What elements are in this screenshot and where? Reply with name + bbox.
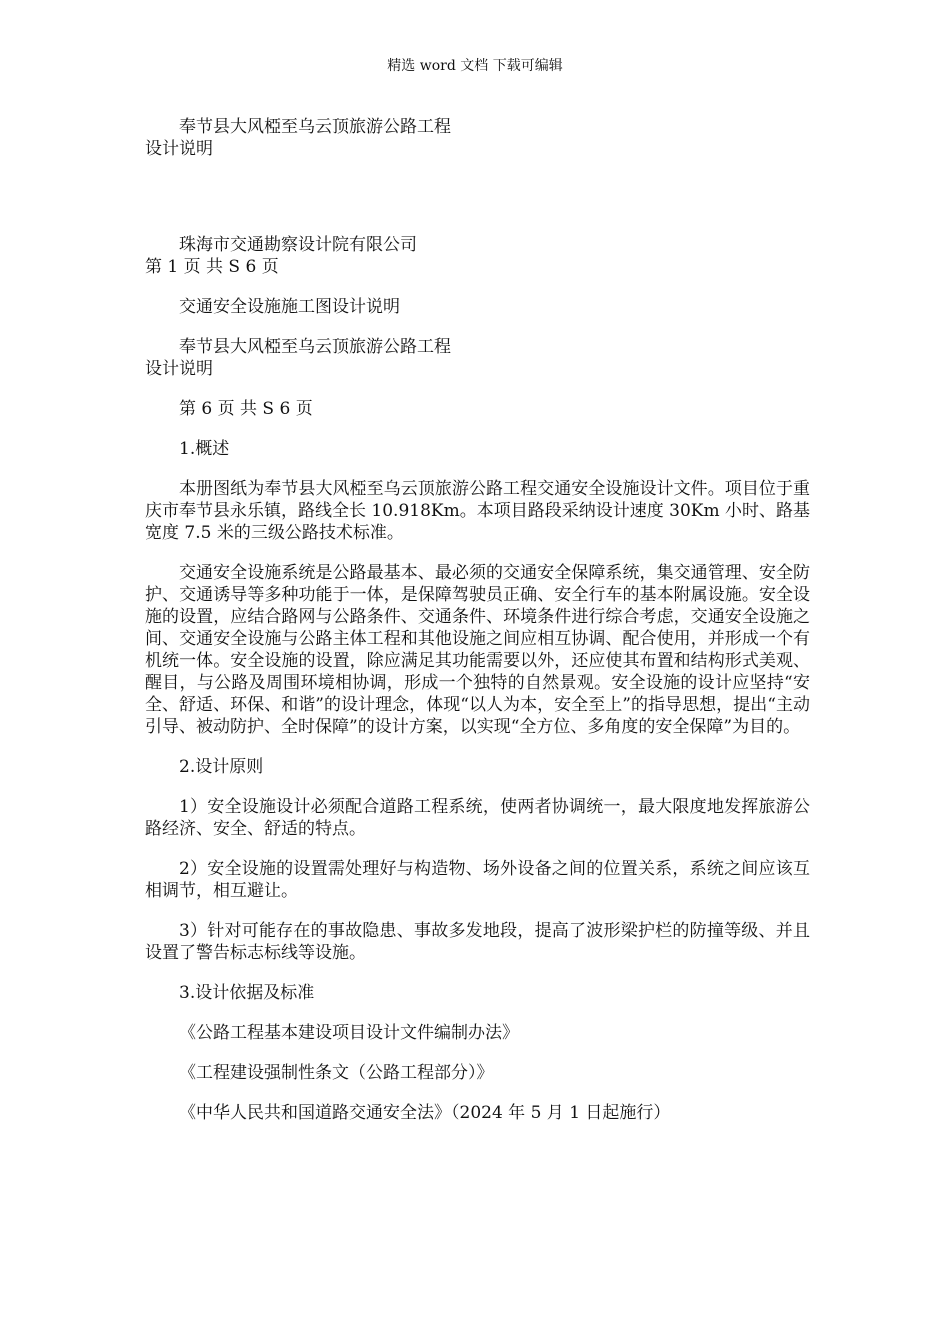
overview-paragraph-2: 交通安全设施系统是公路最基本、最必须的交通安全保障系统，集交通管理、安全防护、交通诱导等多种功能于一体，是保障驾驶员正确、安全行车的基本附属设施。安全设施的设置，应结合路网与公路条件、交通条件、环境条件进行综合考虑，交通安全设施之间、交通安全设施与公路主体工程和其他设施之间应相互协调、配合使用，并形成一个有机统一体。安全设施的设置，除应满足其功能需要以外，还应使其布置和结构形式美观、醒目，与公路及周围环境相协调，形成一个独特的自然景观。安全设施的设计应坚持“安全、舒适、环保、和谐”的设计理念，体现“以人为本，安全至上”的指导思想，提出“主动引导、被动防护、全时保障”的设计方案，以实现“全方位、多角度的安全保障”为目的。: [145, 563, 810, 737]
basis-heading: 3.设计依据及标准: [179, 983, 315, 1003]
section-title: 交通安全设施施工图设计说明: [179, 297, 400, 317]
document-body: [145, 116, 810, 1142]
basis-item-2: 《工程建设强制性条文（公路工程部分）》: [179, 1063, 494, 1083]
cover-company: 珠海市交通勘察设计院有限公司: [179, 235, 417, 255]
repeat-doc-type: 设计说明: [145, 359, 213, 379]
basis-item-3: 《中华人民共和国道路交通安全法》（2024 年 5 月 1 日起施行）: [179, 1103, 671, 1123]
principle-item-1: 1）安全设施设计必须配合道路工程系统，使两者协调统一，最大限度地发挥旅游公路经济、安全、舒适的特点。: [145, 797, 810, 839]
repeat-project-title: 奉节县大风椏至乌云顶旅游公路工程: [179, 337, 451, 357]
principles-heading: 2.设计原则: [179, 757, 264, 777]
principle-item-3: 3）针对可能存在的事故隐患、事故多发地段，提高了波形梁护栏的防撞等级、并且设置了警告标志标线等设施。: [145, 921, 810, 963]
spacer: [145, 178, 810, 234]
overview-heading: 1.概述: [179, 439, 230, 459]
repeat-page-indicator: 第 6 页 共 S 6 页: [179, 399, 313, 419]
principle-item-2: 2）安全设施的设置需处理好与构造物、场外设备之间的位置关系，系统之间应该互相调节，相互避让。: [145, 859, 810, 901]
cover-page-indicator: 第 1 页 共 S 6 页: [145, 257, 279, 277]
page-header: 精选 word 文档 下载可编辑: [387, 58, 563, 74]
basis-item-1: 《公路工程基本建设项目设计文件编制办法》: [179, 1023, 519, 1043]
cover-doc-type: 设计说明: [145, 139, 213, 159]
cover-project-title: 奉节县大风椏至乌云顶旅游公路工程: [179, 117, 451, 137]
overview-paragraph-1: 本册图纸为奉节县大风椏至乌云顶旅游公路工程交通安全设施设计文件。项目位于重庆市奉节县永乐镇，路线全长 10.918Km。本项目路段采纳设计速度 30Km 小时、路基宽度 7.5 米的三级公路技术标准。: [145, 479, 810, 543]
